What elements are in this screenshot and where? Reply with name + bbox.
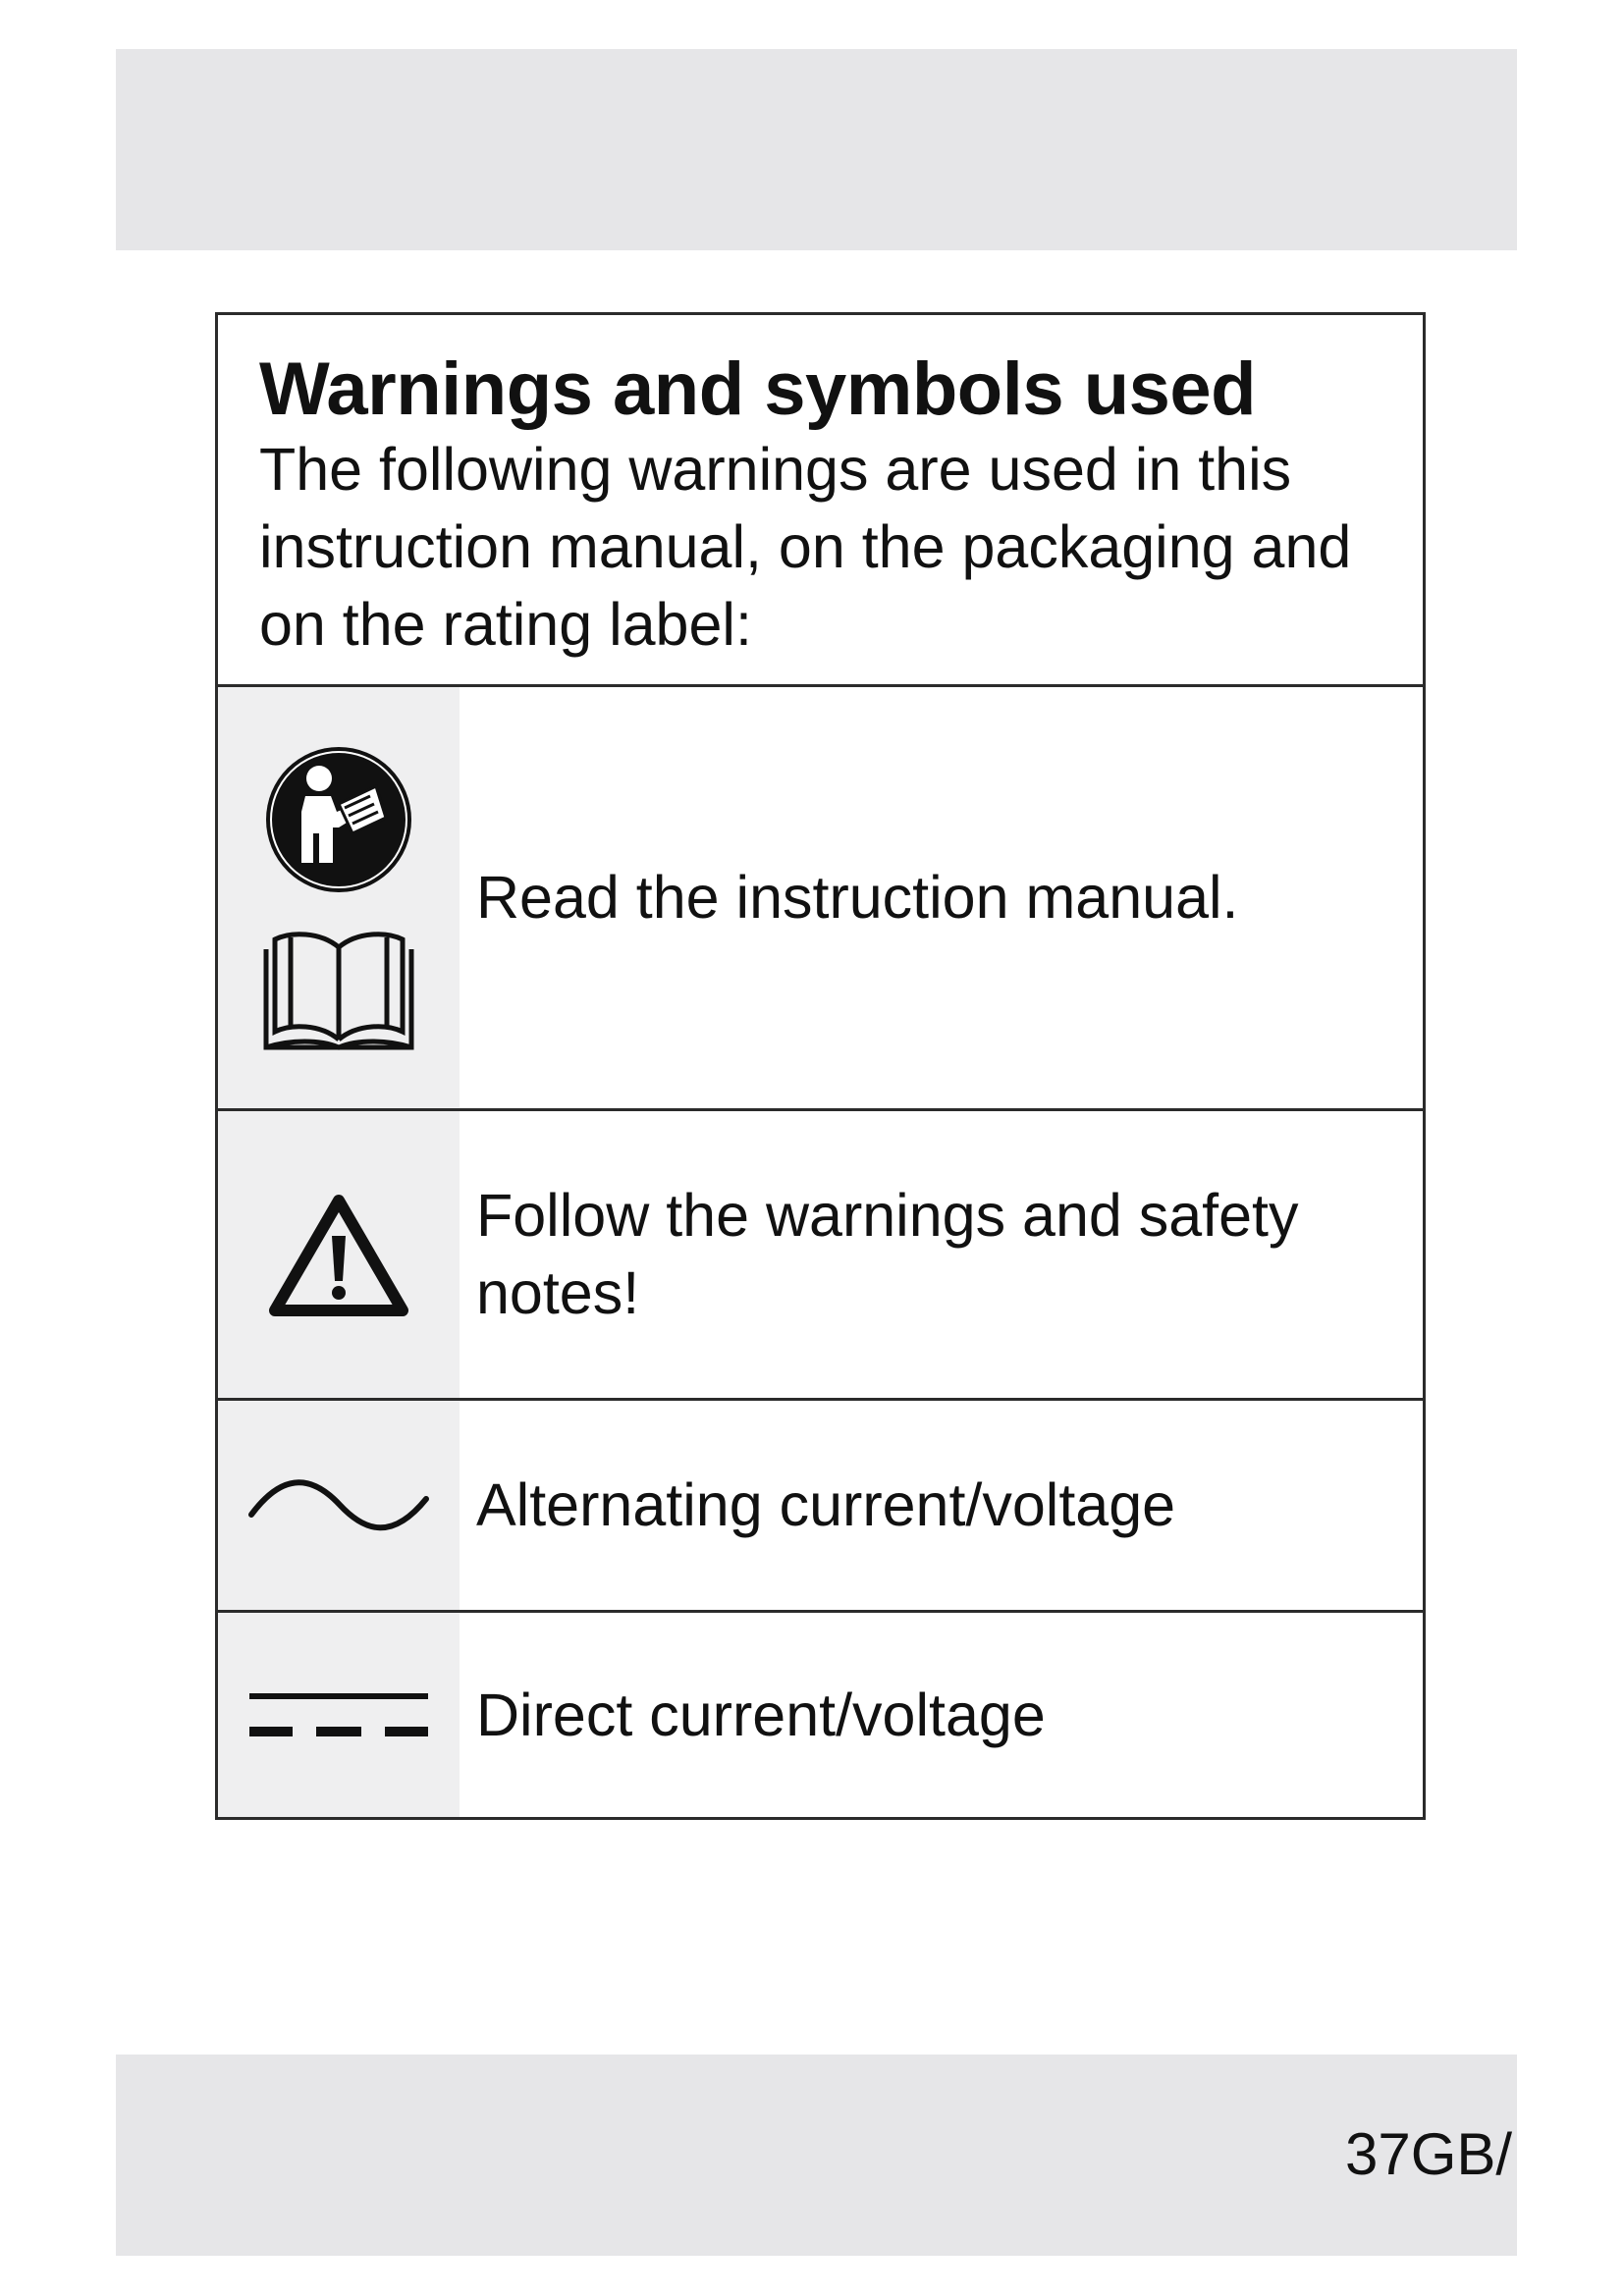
table-row [218,1401,1423,1613]
table-row [218,1111,1423,1401]
table-row [218,1613,1423,1817]
direct-current-icon [245,1687,432,1742]
icon-cell [218,1613,460,1817]
row-text: Alternating current/voltage [476,1471,1176,1538]
icon-cell [218,687,460,1108]
row-text: Follow the warnings and safety notes! [476,1182,1299,1326]
row-text: Direct current/voltage [476,1681,1046,1748]
warning-triangle-icon [267,1191,410,1318]
read-manual-mandatory-icon [262,743,415,896]
table-header [218,315,1423,687]
icon-cell [218,1401,460,1610]
footer-band [116,2055,1517,2256]
alternating-current-icon [245,1471,432,1540]
page-number: 37GB/ [1345,2121,1513,2187]
table-row [218,687,1423,1111]
symbols-table [215,312,1426,1820]
icon-cell [218,1111,460,1398]
open-book-icon [261,924,416,1053]
header-band [116,49,1517,250]
table-title: Warnings and symbols used [259,347,1257,431]
table-intro: The following warnings are used in this instruction manual, on the packaging and on the rating label: [259,436,1352,658]
row-text: Read the instruction manual. [476,864,1239,931]
